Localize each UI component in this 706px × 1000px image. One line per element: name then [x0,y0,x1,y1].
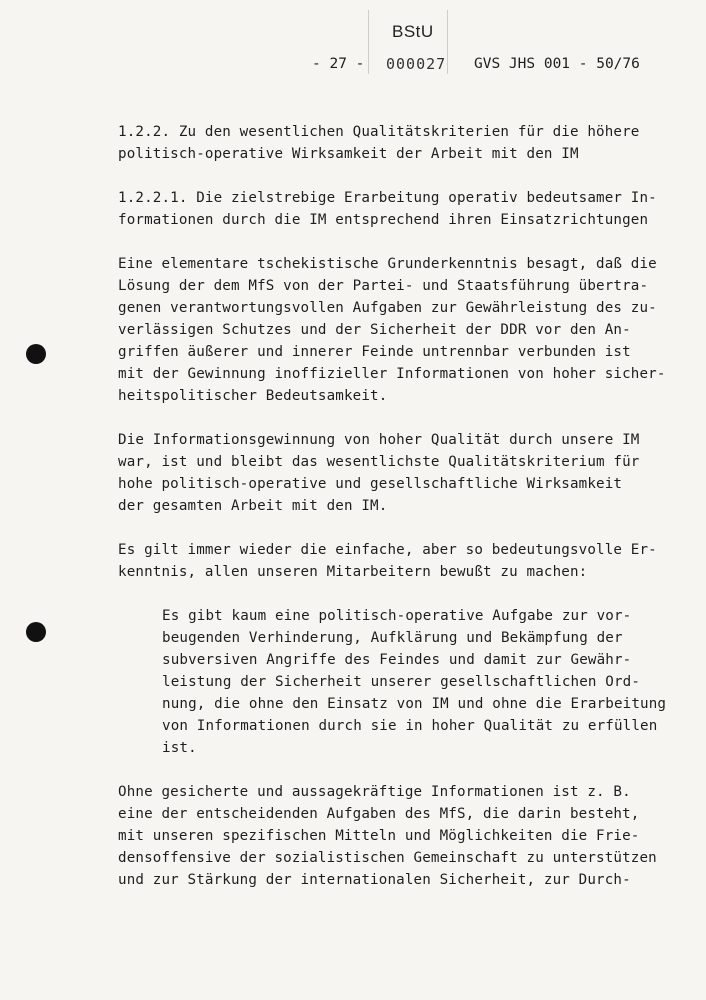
quote-line: ist. [162,740,197,756]
quote-line: nung, die ohne den Einsatz von IM und ohne die Erarbeitung [162,696,667,712]
paragraph-line: war, ist und bleibt das wesentlichste Qualitätskriterium für [118,454,640,470]
paragraph-line: hohe politisch-operative und gesellschaftliche Wirksamkeit [118,476,623,492]
paragraph-line: Ohne gesicherte und aussagekräftige Informationen ist z. B. [118,784,631,800]
paragraph-line: Es gilt immer wieder die einfache, aber so bedeutungsvolle Er- [118,542,657,558]
paragraph-line: griffen äußerer und innerer Feinde untrennbar verbunden ist [118,344,631,360]
section-heading-line: 1.2.2. Zu den wesentlichen Qualitätskriterien für die höhere [118,124,640,140]
section-heading-line: politisch-operative Wirksamkeit der Arbeit mit den IM [118,146,579,162]
paragraph-line: genen verantwortungsvollen Aufgaben zur Gewährleistung des zu- [118,300,657,316]
paragraph-line: mit unseren spezifischen Mitteln und Möglichkeiten die Frie- [118,828,640,844]
archive-stamp-label: BStU [392,22,434,41]
subsection-heading-line: formationen durch die IM entsprechend ihren Einsatzrichtungen [118,212,649,228]
paragraph-line: densoffensive der sozialistischen Gemeinschaft zu unterstützen [118,850,657,866]
punch-hole-top [26,344,46,364]
quote-line: Es gibt kaum eine politisch-operative Aufgabe zur vor- [162,608,632,624]
page-number: - 27 - [312,56,365,72]
paragraph-line: der gesamten Arbeit mit den IM. [118,498,388,514]
paragraph-line: heitspolitischer Bedeutsamkeit. [118,388,388,404]
subsection-heading-line: 1.2.2.1. Die zielstrebige Erarbeitung operativ bedeutsamer In- [118,190,657,206]
paragraph-line: kenntnis, allen unseren Mitarbeitern bewußt zu machen: [118,564,588,580]
document-reference: GVS JHS 001 - 50/76 [474,56,640,72]
paragraph-line: eine der entscheidenden Aufgaben des MfS, die darin besteht, [118,806,640,822]
paragraph-line: und zur Stärkung der internationalen Sicherheit, zur Durch- [118,872,631,888]
punch-hole-bottom [26,622,46,642]
quote-line: von Informationen durch sie in hoher Qualität zu erfüllen [162,718,658,734]
paragraph-line: Die Informationsgewinnung von hoher Qualität durch unsere IM [118,432,640,448]
quote-line: beugenden Verhinderung, Aufklärung und Bekämpfung der [162,630,623,646]
archive-stamp-number: 000027 [386,55,447,73]
paragraph-line: Eine elementare tschekistische Grunderkenntnis besagt, daß die [118,256,657,272]
paragraph-line: verlässigen Schutzes und der Sicherheit der DDR vor den An- [118,322,631,338]
quote-line: subversiven Angriffe des Feindes und damit zur Gewähr- [162,652,632,668]
quote-line: leistung der Sicherheit unserer gesellschaftlichen Ord- [162,674,641,690]
paragraph-line: mit der Gewinnung inoffizieller Informationen von hoher sicher- [118,366,666,382]
paragraph-line: Lösung der dem MfS von der Partei- und Staatsführung übertra- [118,278,649,294]
